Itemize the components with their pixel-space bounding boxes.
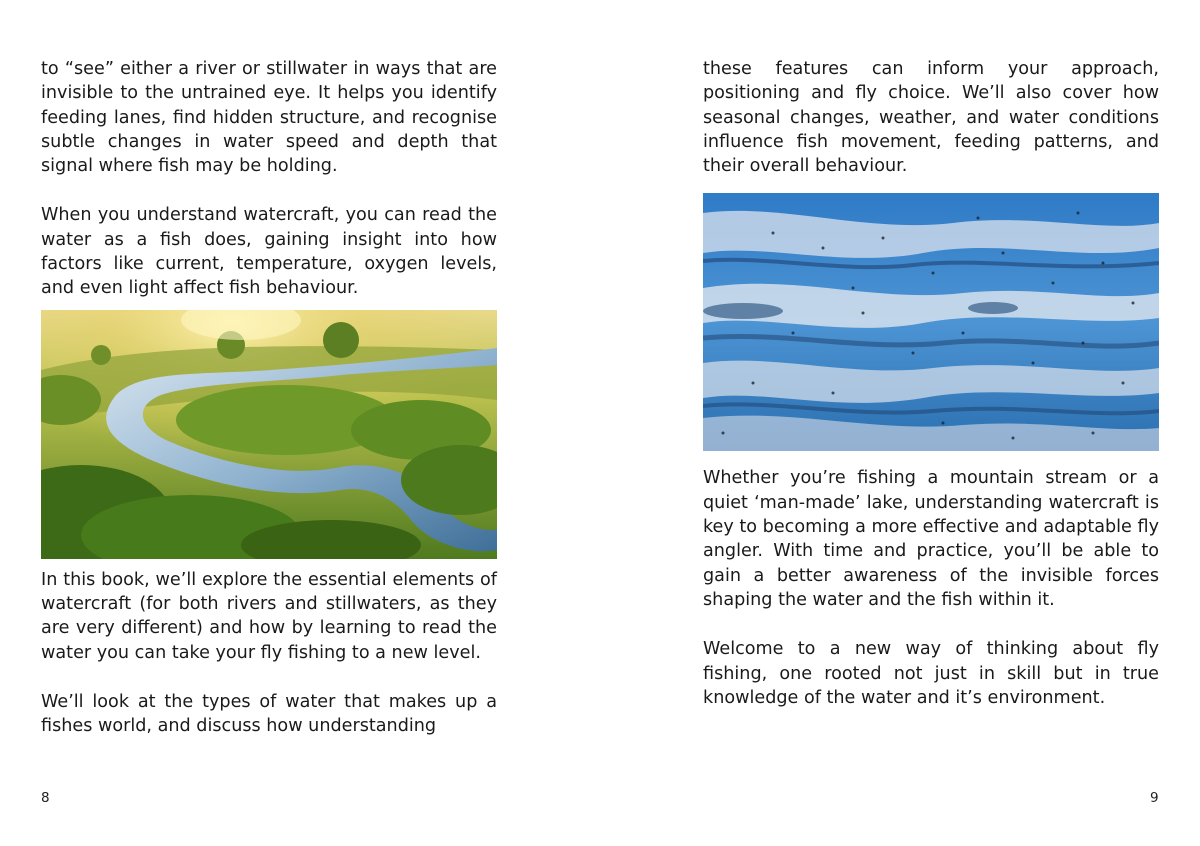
- river-aerial-image: [41, 310, 497, 559]
- water-reflection-image: [703, 193, 1159, 451]
- page-number: 9: [1150, 790, 1159, 806]
- paragraph: When you understand watercraft, you can read the water as a fish does, gaining insight into how factors like current, temperature, oxygen levels, and even light affect fish behaviour.: [41, 205, 497, 299]
- right-text-column: [703, 57, 1159, 710]
- water-surface-photo: [703, 193, 1159, 451]
- paragraph: We’ll look at the types of water that makes up a fishes world, and discuss how understanding: [41, 691, 497, 737]
- page-number: 8: [41, 790, 50, 806]
- paragraph: Welcome to a new way of thinking about fly fishing, one rooted not just in skill but in true knowledge of the water and it’s environment.: [703, 639, 1159, 708]
- paragraph: In this book, we’ll explore the essential elements of watercraft (for both rivers and stillwaters, as they are very different) and how by learning to read the water you can take your fly fishing to a new level.: [41, 569, 497, 663]
- paragraph: to “see” either a river or stillwater in ways that are invisible to the untrained eye. It helps you identify feeding lanes, find hidden structure, and recognise subtle changes in water speed and depth that signal where fish may be holding.: [41, 59, 497, 177]
- right-page: [600, 0, 1200, 846]
- paragraph: these features can inform your approach, positioning and fly choice. We’ll also cover how seasonal changes, weather, and water conditions influence fish movement, feeding patterns, and their overall behaviour.: [703, 59, 1159, 177]
- river-aerial-photo: [41, 310, 497, 559]
- paragraph: Whether you’re fishing a mountain stream or a quiet ‘man-made’ lake, understanding watercraft is key to becoming a more effective and adaptable fly angler. With time and practice, you’ll be able to gain a better awareness of the invisible forces shaping the water and the fish within it.: [703, 468, 1159, 610]
- left-text-column: [41, 57, 497, 738]
